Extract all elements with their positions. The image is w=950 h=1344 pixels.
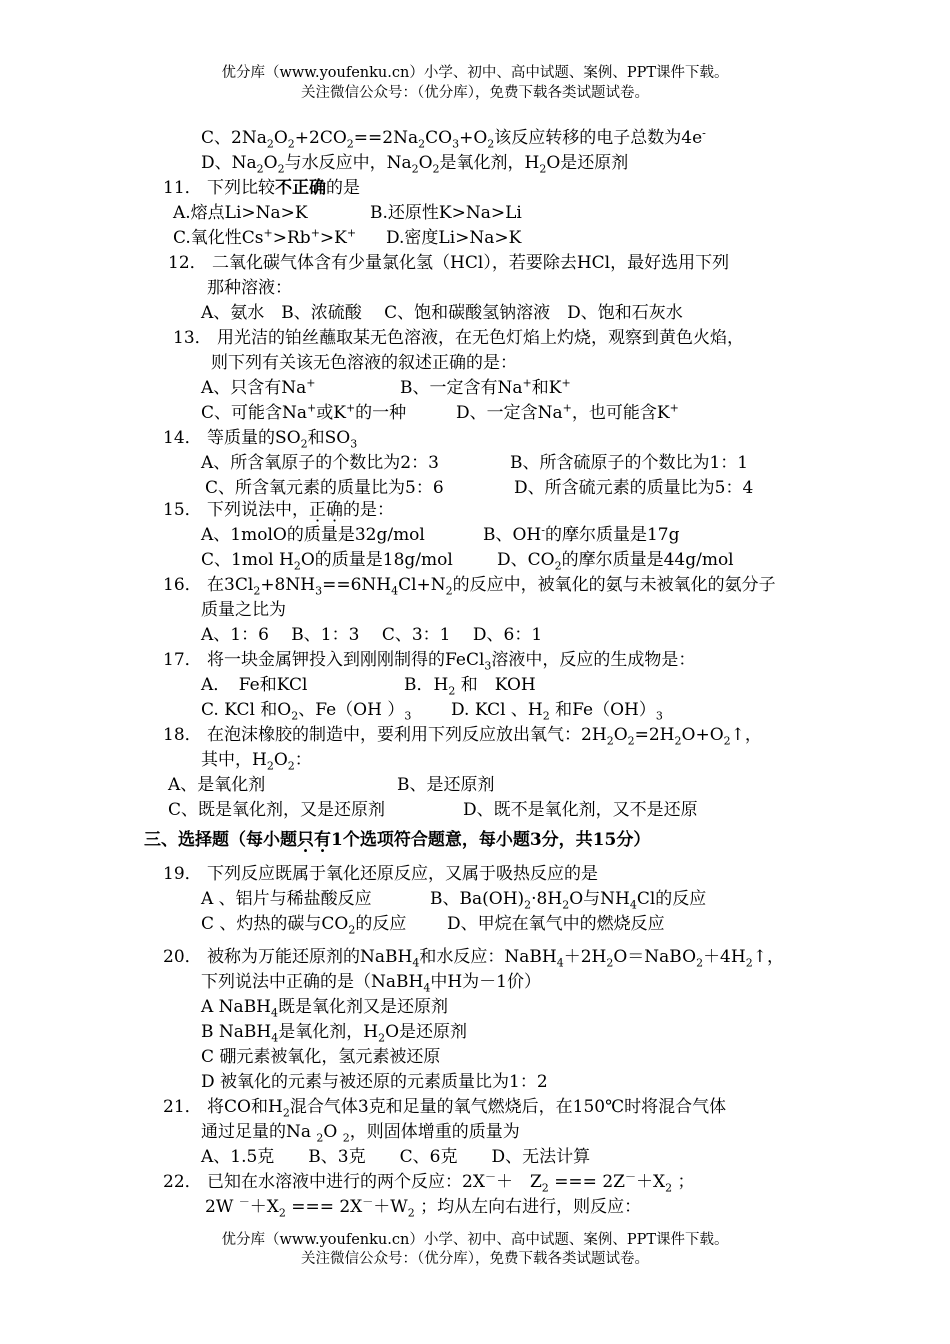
q22-stem-line2: 2W $^-+X_2$ === $2X^-+W_2$ ；均从左向右进行，则反应： [205, 1195, 642, 1220]
q17-option-a: A． Fe和KCl [201, 675, 308, 695]
q14-option-a: A、所含氧原子的个数比为2：3 [201, 453, 439, 473]
q20-stem-line1: 20． 被称为万能还原剂的NaBH$_4$和水反应：$NaBH_4+2H_2O=NaBO_2+4H_2↑$， [163, 947, 784, 970]
q18-option-a: A、是氧化剂 [168, 775, 266, 795]
q14-option-c: C、所含氧元素的质量比为5：6 [205, 478, 444, 498]
q20-option-d: D 被氧化的元素与被还原的元素质量比为1：2 [201, 1072, 548, 1092]
q21-stem-line2: 通过足量的Na $_2$O $_2$，则固体增重的质量为 [201, 1122, 520, 1145]
q18-stem-line2: 其中，$H_2O_2$： [201, 750, 312, 773]
q18-option-b: B、是还原剂 [397, 775, 495, 795]
q18-option-d: D、既不是氧化剂，又不是还原 [463, 800, 698, 820]
q13-option-a: A、只含有Na+ [201, 376, 316, 398]
q11-option-b: B.还原性K>Na>Li [370, 203, 522, 223]
q20-option-c: C 硼元素被氧化，氢元素被还原 [201, 1047, 441, 1067]
q16-options: A、1：6 B、1：3 C、3：1 D、6：1 [201, 625, 543, 645]
q16-stem-line2: 质量之比为 [201, 600, 286, 620]
q19-option-a: A 、铝片与稀盐酸反应 [201, 889, 372, 909]
q15-stem: 15． 下列说法中，正确的是： [163, 500, 395, 520]
q15-option-a: A、1molO的质量是32g/mol [201, 525, 425, 545]
q11-option-d: D.密度Li>Na>K [386, 228, 522, 248]
q13-option-c: C、可能含Na+或K+的一种 [201, 401, 407, 423]
q20-stem-line2: 下列说法中正确的是（NaBH$_4$中H为－1价） [201, 972, 541, 995]
q18-stem-line1: 18． 在泡沫橡胶的制造中，要利用下列反应放出氧气：$2H_2O_2=2H_2O+O_2↑$， [163, 725, 762, 748]
q12-stem-line1: 12． 二氧化碳气体含有少量氯化氢（HCl），若要除去HCl，最好选用下列 [168, 253, 730, 273]
q10-option-c: C、$2Na_2O_2+2CO_2==2Na_2CO_3+O_2$该反应转移的电子总数为4e- [201, 126, 706, 151]
header-line-2: 关注微信公众号：（优分库），免费下载各类试题试卷。 [301, 85, 649, 101]
footer-line-1: 优分库（www.youfenku.cn）小学、初中、高中试题、案例、PPT课件下载。 [221, 1232, 729, 1248]
q20-option-a: A NaBH$_4$既是氧化剂又是还原剂 [201, 997, 449, 1020]
q19-option-c: C 、灼热的碳与$CO_2$的反应 [201, 914, 407, 937]
q22-stem-line1: 22． 已知在水溶液中进行的两个反应：2X－＋ $Z_2$ === $2Z^-+X_2$ ； [163, 1170, 695, 1195]
q14-stem: 14． 等质量的$SO_2$和$SO_3$ [163, 428, 358, 451]
q20-option-b: B NaBH$_4$是氧化剂，$H_2O$是还原剂 [201, 1022, 467, 1045]
q17-option-b: B．$H_2$ 和 KOH [404, 675, 536, 698]
q19-stem: 19． 下列反应既属于氧化还原反应，又属于吸热反应的是 [163, 864, 599, 884]
q16-stem-line1: 16． 在$3Cl_2+8NH_3==6NH_4Cl+N_2$的反应中，被氧化的氨与未被氧化的氨分子 [163, 575, 776, 598]
q18-option-c: C、既是氧化剂，又是还原剂 [168, 800, 386, 820]
q12-options: A、氨水 B、浓硫酸 C、饱和碳酸氢钠溶液 D、饱和石灰水 [201, 303, 683, 323]
q15-option-b: B、OH-的摩尔质量是17g [483, 523, 680, 545]
q17-option-c: C. KCl 和$O_2$、Fe（OH ）$_3$ [201, 700, 412, 723]
q13-option-d: D、一定含Na+，也可能含K+ [456, 401, 679, 423]
section-3-heading: 三、选择题（每小题只有1个选项符合题意，每小题3分，共15分） [144, 830, 651, 850]
q11-stem: 11． 下列比较不正确的是 [163, 178, 361, 198]
q21-stem-line1: 21． 将CO和$H_2$混合气体3克和足量的氧气燃烧后，在150℃时将混合气体 [163, 1097, 727, 1120]
q15-option-d: D、$CO_2$的摩尔质量是44g/mol [497, 550, 734, 573]
q19-option-b: B、$Ba(OH)_2\cdot 8H_2O$与$NH_4Cl$的反应 [430, 889, 707, 912]
footer-line-2: 关注微信公众号：（优分库），免费下载各类试题试卷。 [301, 1251, 649, 1267]
q13-stem-line2: 则下列有关该无色溶液的叙述正确的是： [211, 353, 517, 373]
q21-options: A、1.5克 B、3克 C、6克 D、无法计算 [201, 1147, 591, 1167]
q15-option-c: C、1mol $H_2O$的质量是18g/mol [201, 550, 453, 573]
q19-option-d: D、甲烷在氧气中的燃烧反应 [447, 914, 665, 934]
q13-option-b: B、一定含有Na+和K+ [400, 376, 571, 398]
q14-option-b: B、所含硫原子的个数比为1：1 [510, 453, 749, 473]
header-line-1: 优分库（www.youfenku.cn）小学、初中、高中试题、案例、PPT课件下载。 [221, 65, 729, 81]
q11-option-a: A.熔点Li>Na>K [173, 203, 308, 223]
q13-stem-line1: 13． 用光洁的铂丝蘸取某无色溶液，在无色灯焰上灼烧，观察到黄色火焰， [173, 328, 745, 348]
q11-option-c: C.氧化性Cs+>Rb+>K+ [173, 226, 357, 248]
q17-stem: 17． 将一块金属钾投入到刚刚制得的FeCl$_3$溶液中，反应的生成物是： [163, 650, 696, 673]
q12-stem-line2: 那种溶液： [207, 278, 292, 298]
q17-option-d: D. KCl 、$H_2$ 和$Fe(OH)_3$ [451, 700, 663, 723]
q10-option-d: D、$Na_2O_2$与水反应中，$Na_2O_2$是氧化剂，$H_2O$是还原剂 [201, 153, 629, 176]
q14-option-d: D、所含硫元素的质量比为5：4 [514, 478, 754, 498]
